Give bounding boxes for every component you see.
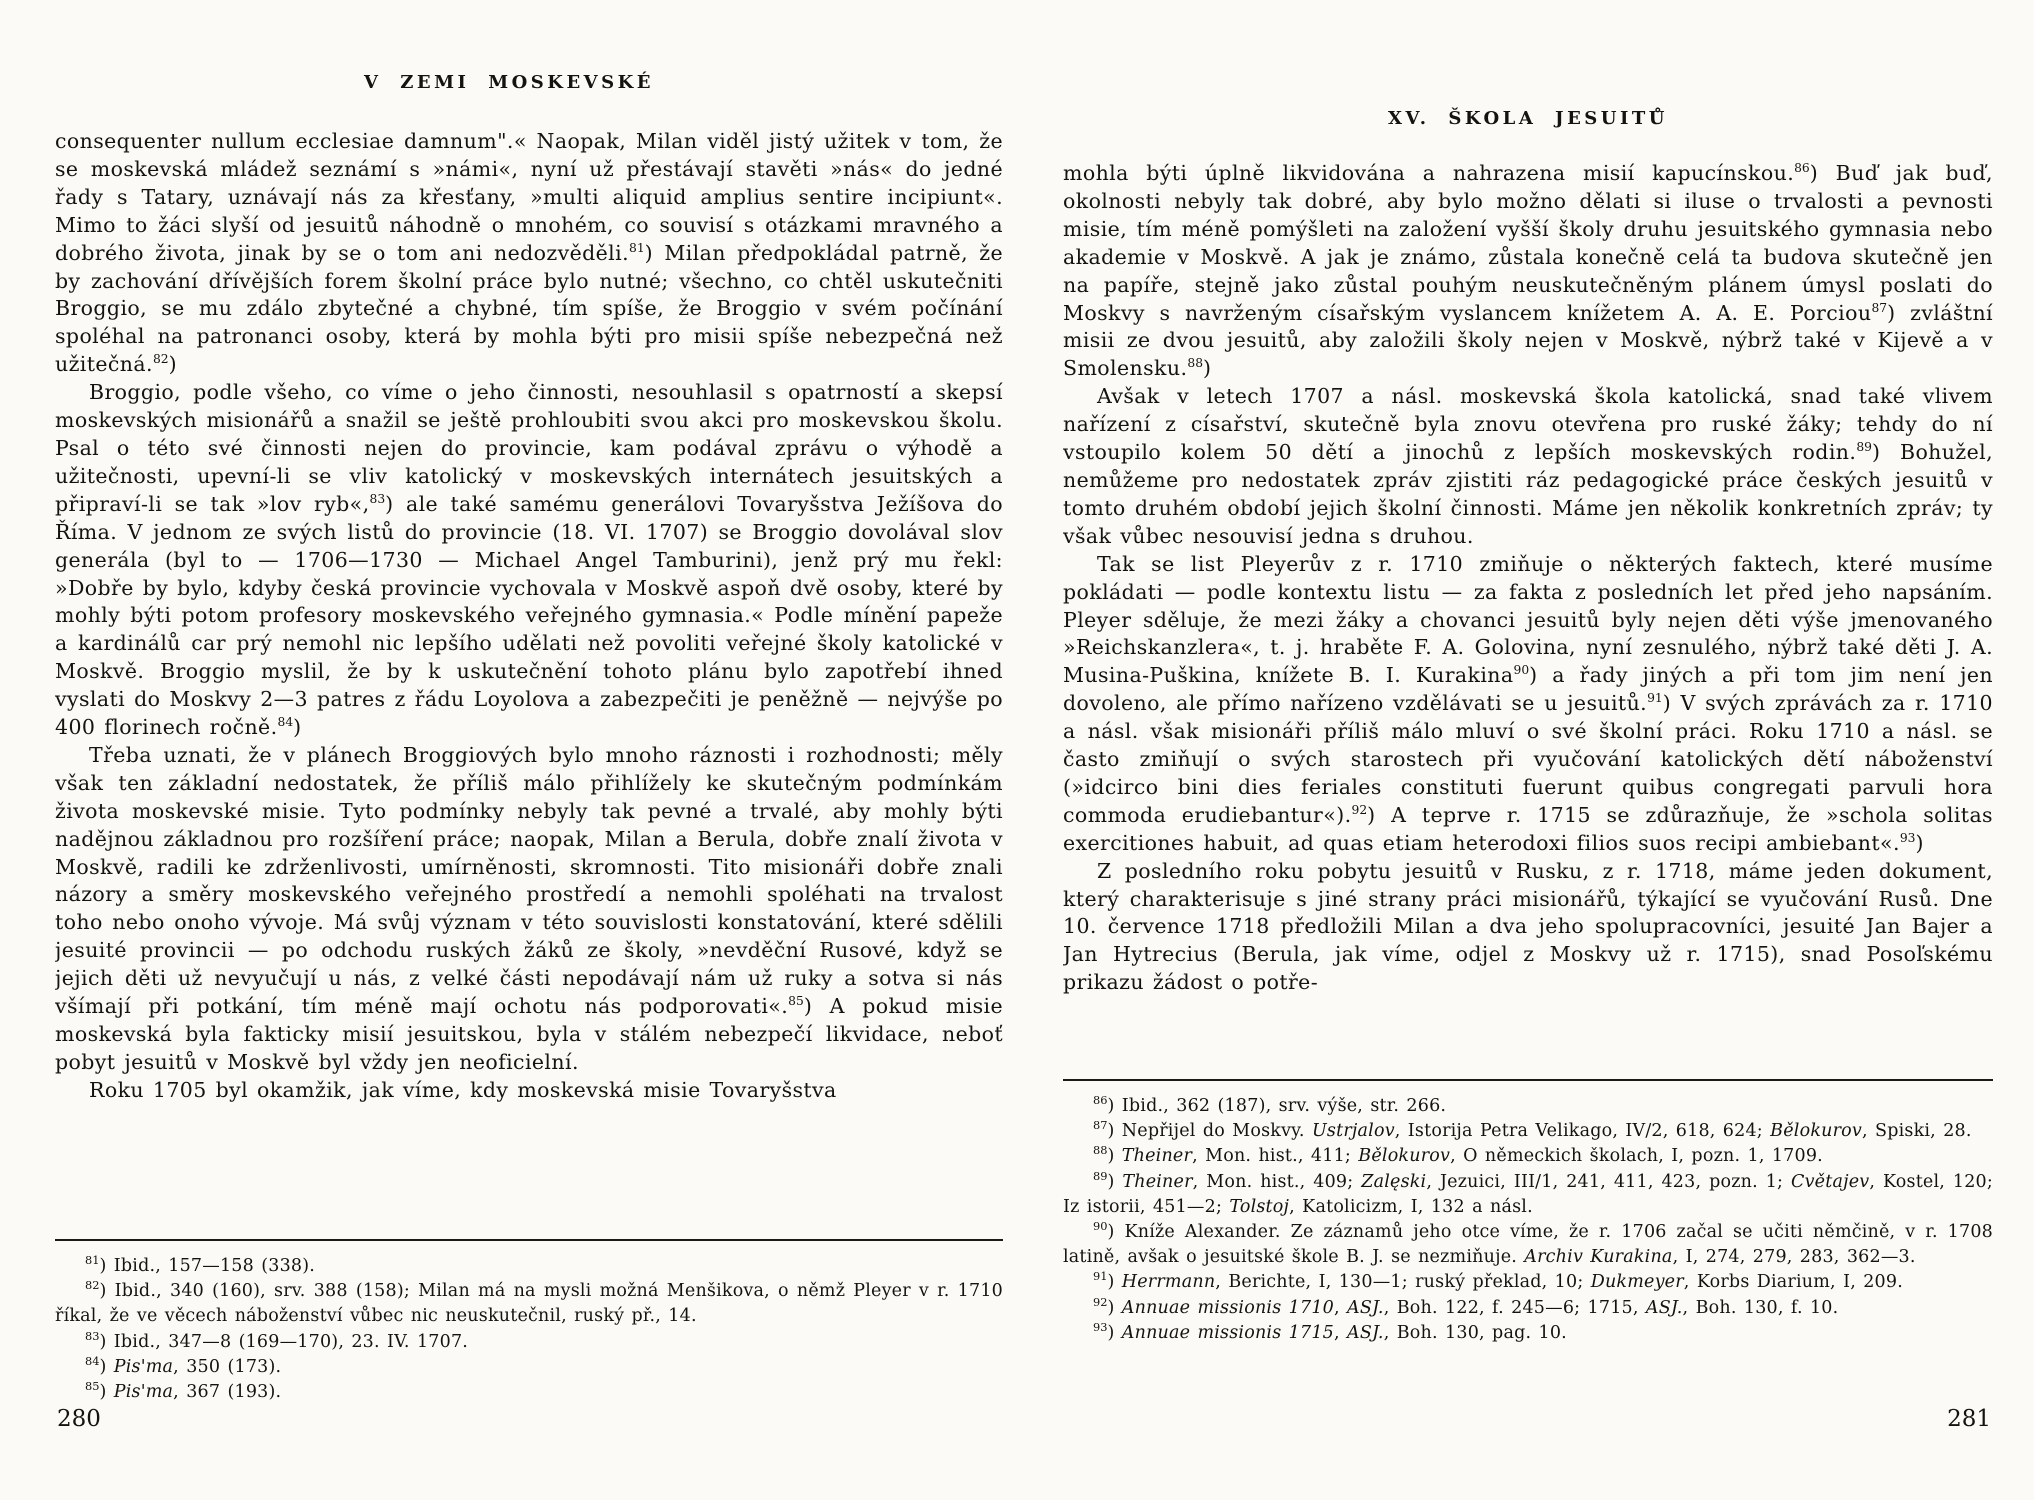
paragraph: Třeba uznati, že v plánech Broggiových bylo mnoho ráznosti i rozhodnosti; měly však ten základní nedostatek, že příliš málo přihlížely ke skutečným podmínkám života moskevské misie. Tyto podmínky nebyly tak pevné a trvalé, aby mohly býti nadějnou základnou pro rozšíření práce; naopak, Milan a Berula, dobře znalí života v Moskvě, radili ke zdrženlivosti, umírněnosti, skromnosti. Tito misionáři dobře znali názory a směry moskevského veřejného prostředí a nemohli spoléhati na trvalost toho nebo onoho vývoje. Má svůj význam v této souvislosti konstatování, které sdělili jesuité provincii — po odchodu ruských žáků ze školy, »nevděční Rusové, když se jejich děti už nevyučují u nás, z velké části nepodávají nám už ruky a sotva si nás všímají při potkání, tím méně mají ochotu nás podporovati«.$^{85}$) A pokud misie moskevská byla fakticky misií jesuitskou, byla v stálém nebezpečí likvidace, neboť pobyt jesuitů v Moskvě byl vždy jen neoficielní. [55,742,1003,1074]
paragraph: consequenter nullum ecclesiae damnum".« Naopak, Milan viděl jistý užitek v tom, že se moskevská mládež seznámí s »námi«, nyní už přestávají stavěti »nás« do jedné řady s Tatary, uznávají nás za křesťany, »multi aliquid amplius sentire incipiunt«. Mimo to žáci slyší od jesuitů náhodně o mnohém, co souvisí s otázkami mravného a dobrého života, jinak by se o tom ani nedozvěděli.$^{81}$) Milan předpokládal patrně, že by zachování dřívějších forem školní práce bylo nutné; všechno, co chtěl uskutečniti Broggio, se mu zdálo zbytečné a chybné, tím spíše, že Broggio v svém počínání spoléhal na patronanci osoby, která by mohla býti pro misii spíše nebezpečná než užitečná.$^{82}$) [55,129,1003,377]
footnote-number: 83 [85,1328,100,1343]
footnote: $^{90}$) Kníže Alexander. Ze záznamů jeho otce víme, že r. 1706 začal se učiti němčině, v r. 1708 latině, avšak o jesuitské škole B. J. se nezmiňuje. Archiv Kurakina, I, 274, 279, 283, 362—3. [1063,1219,1993,1268]
left-page [55,0,1003,1500]
left-body-text [55,128,1003,1232]
footnote-number: 90 [1093,1219,1108,1234]
footnote-marker: 81 [629,240,645,255]
footnote-marker: 92 [1351,803,1368,818]
paragraph: Tak se list Pleyerův z r. 1710 zmiňuje o některých faktech, které musíme pokládati — podle kontextu listu — za fakta z posledních let před jeho napsáním. Pleyer sděluje, že mezi žáky a chovanci jesuitů byly nejen děti výše jmenovaného »Reichskanzlera«, t. j. hraběte F. A. Golovina, nyní zesnulého, nýbrž také děti J. A. Musina-Puškina, knížete B. I. Kurakina$^{90}$) a řady jiných a při tom jim není jen dovoleno, ale přímo nařízeno vzdělávati se u jesuitů.$^{91}$) V svých zprávách za r. 1710 a násl. však misionáři příliš málo mluví o své školní práci. Roku 1710 a násl. se často zmiňují o svých starostech při vyučování katolických dětí náboženství (»idcirco bini dies feriales constituti fuerunt quibus congregati parvuli hora commoda erudiebantur«).$^{92}$) A teprve r. 1715 se zdůrazňuje, že »schola solitas exercitiones habuit, ad quas etiam heterodoxi filios suos recipi ambiebant«.$^{93}$) [1063,551,1993,855]
footnote-marker: 88 [1187,356,1204,371]
footnote: $^{85}$) Pis'ma, 367 (193). [85,1379,282,1403]
left-footnotes [55,1254,1003,1405]
right-running-head: XV. ŠKOLA JESUITŮ [1388,108,1668,129]
footnote-number: 91 [1093,1269,1108,1284]
footnote-number: 87 [1093,1118,1108,1133]
italic-citation: ASJ. [1347,1297,1384,1318]
italic-citation: Herrmann [1121,1272,1216,1293]
right-footnotes [1063,1094,1993,1346]
footnote-number: 93 [1093,1320,1108,1334]
left-footnote-rule [55,1239,1003,1241]
footnote-marker: 89 [1856,440,1872,455]
footnote: $^{92}$) Annuae missionis 1710, ASJ., Boh. 122, f. 245—6; 1715, ASJ., Boh. 130, f. 10. [1093,1294,1839,1318]
italic-citation: Bělokurov [1358,1146,1451,1167]
footnote: $^{88}$) Theiner, Mon. hist., 411; Bělokurov, O německich školach, I, pozn. 1, 1709. [1093,1143,1823,1167]
footnote-marker: 85 [788,994,804,1009]
right-footnote-rule [1063,1079,1993,1081]
footnote-number: 82 [85,1278,100,1293]
footnote-marker: 87 [1871,300,1888,315]
footnote-number: 92 [1093,1294,1108,1309]
footnote: $^{82}$) Ibid., 340 (160), srv. 388 (158); Milan má na mysli možná Menšikova, o němž Pleyer v r. 1710 říkal, že ve věcech náboženství vůbec nic neuskutečnil, ruský př., 14. [55,1278,1003,1327]
footnote: $^{81}$) Ibid., 157—158 (338). [85,1253,316,1276]
italic-citation: ASJ. [1645,1297,1683,1318]
italic-citation: Archiv Kurakina [1524,1247,1673,1268]
footnote-marker: 91 [1647,691,1663,706]
footnote-number: 81 [85,1253,100,1268]
footnote-marker: 82 [152,352,169,367]
footnote-marker: 84 [277,715,294,730]
italic-citation: Cvětajev [1790,1171,1870,1192]
footnote: $^{89}$) Theiner, Mon. hist., 409; Zalęski, Jezuici, III/1, 241, 411, 423, pozn. 1; Cvětajev, Kostel, 120; Iz istorii, 451—2; Tolstoj, Katolicizm, I, 132 a násl. [1063,1168,1993,1217]
italic-citation: ASJ. [1347,1322,1384,1343]
italic-citation: Theiner [1122,1171,1193,1192]
left-page-number: 280 [57,1406,101,1432]
footnote-marker: 90 [1513,663,1530,678]
footnote: $^{91}$) Herrmann, Berichte, I, 130—1; ruský překlad, 10; Dukmeyer, Korbs Diarium, I, 209. [1093,1269,1903,1293]
footnote-number: 86 [1093,1093,1108,1108]
italic-citation: Tolstoj [1229,1196,1290,1217]
right-page [1063,0,1993,1500]
footnote: $^{86}$) Ibid., 362 (187), srv. výše, str. 266. [1093,1093,1447,1116]
paragraph: Broggio, podle všeho, co víme o jeho činnosti, nesouhlasil s opatrností a skepsí moskevských misionářů a snažil se ještě prohloubiti svou akci pro moskevskou školu. Psal o této své činnosti nejen do provincie, kam podával zprávu o výhodě a užitečnosti, upevní-li se vliv katolický v moskevských internátech jesuitských a připraví-li se tak »lov ryb«,$^{83}$) ale také samému generálovi Tovaryšstva Ježíšova do Říma. V jednom ze svých listů do provincie (18. VI. 1707) se Broggio dovolával slov generála (byl to — 1706—1730 — Michael Angel Tamburini), jenž prý mu řekl: »Dobře by bylo, kdyby česká provincie vychovala v Moskvě aspoň dvě osoby, které by mohly býti potom profesory moskevského veřejného gymnasia.« Podle mínění papeže a kardinálů car prý nemohl nic lepšího udělati než povoliti veřejné školy katolické v Moskvě. Broggio myslil, že by k uskutečnění tohoto plánu bylo zapotřebí ihned vyslati do Moskvy 2—3 patres z řádu Loyolova a zabezpečiti je peněžně — nejvýše po 400 florinech ročně.$^{84}$) [55,380,1003,740]
italic-citation: Pis'ma [113,1382,174,1403]
right-page-number: 281 [1947,1406,1991,1432]
footnote-number: 85 [85,1379,100,1394]
italic-citation: Ustrjalov [1311,1121,1395,1142]
paragraph: Z posledního roku pobytu jesuitů v Rusku, z r. 1718, máme jeden dokument, který charakterisuje s jiné strany práci misionářů, týkající se vyučování Rusů. Dne 10. července 1718 předložili Milan a dva jeho spolupracovníci, jesuité Jan Bajer a Jan Hytrecius (Berula, jak víme, odjel z Moskvy už r. 1715), snad Posoľskému prikazu žádost o potře- [1063,858,1993,995]
paragraph: Avšak v letech 1707 a násl. moskevská škola katolická, snad také vlivem nařízení z císařství, skutečně byla znovu otevřena pro ruské žáky; tehdy do ní vstoupilo kolem 50 dětí a jinochů z lepších moskevských rodin.$^{89}$) Bohužel, nemůžeme pro nedostatek zpráv zjistiti ráz pedagogické práce českých jesuitů v tomto druhém období jejich školní činnosti. Máme jen několik konkretních zpráv; ty však vůbec nesouvisí jedna s druhou. [1063,384,1993,548]
footnote: $^{84}$) Pis'ma, 350 (173). [85,1353,282,1377]
italic-citation: Zalęski [1361,1171,1427,1192]
italic-citation: Bělokurov [1770,1121,1862,1142]
footnote: $^{83}$) Ibid., 347—8 (169—170), 23. IV. 1707. [85,1328,469,1352]
italic-citation: Pis'ma [113,1356,174,1377]
footnote: $^{87}$) Nepřijel do Moskvy. Ustrjalov, Istorija Petra Velikago, IV/2, 618, 624; Bělokurov, Spiski, 28. [1093,1118,1972,1142]
paragraph: mohla býti úplně likvidována a nahrazena misií kapucínskou.$^{86}$) Buď jak buď, okolnosti nebyly tak dobré, aby bylo možno dělati si iluse o trvalosti a pevnosti misie, tím méně pomýšleti na založení vyšší školy druhu jesuitského gymnasia nebo akademie v Moskvě. A jak je známo, zůstala konečně celá ta budova skutečně jen na papíře, stejně jako zůstal pouhým neuskutečněným plánem úmysl poslati do Moskvy s navrženým císařským vyslancem knížetem A. A. E. Porciou$^{87}$) zvláštní misii ze dvou jesuitů, aby založili školy nejen v Moskvě, nýbrž také v Kijevě a v Smolensku.$^{88}$) [1063,161,1993,381]
footnote: $^{93}$) Annuae missionis 1715, ASJ., Boh. 130, pag. 10. [1093,1320,1567,1343]
italic-citation: Theiner [1121,1146,1193,1167]
italic-citation: Dukmeyer [1590,1272,1684,1293]
right-body-text [1063,160,1993,1074]
paragraph: Roku 1705 byl okamžik, jak víme, kdy moskevská misie Tovaryšstva [89,1077,837,1102]
footnote-marker: 93 [1899,830,1916,845]
footnote-marker: 83 [369,491,386,506]
italic-citation: Annuae missionis 1715 [1121,1322,1335,1343]
footnote-marker: 86 [1794,161,1810,176]
footnote-number: 88 [1093,1143,1108,1158]
italic-citation: Annuae missionis 1710 [1121,1297,1335,1318]
footnote-number: 84 [85,1353,100,1368]
left-running-head: V ZEMI MOSKEVSKÉ [364,72,654,93]
footnote-number: 89 [1093,1168,1108,1183]
